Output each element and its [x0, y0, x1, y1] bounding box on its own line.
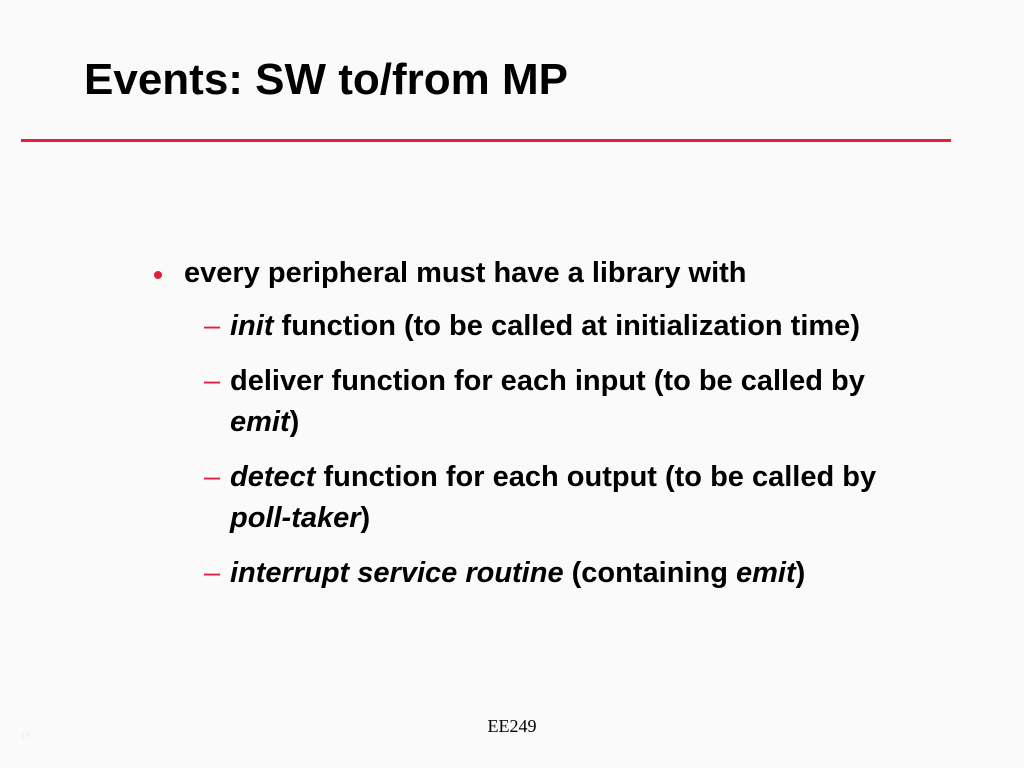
dash-icon: –: [204, 310, 221, 342]
sub-item-text-end: ): [289, 406, 300, 438]
sub-item-italic-term: emit: [230, 406, 290, 438]
sub-item-italic-term: emit: [735, 557, 796, 589]
sub-item-deliver: [204, 361, 890, 443]
sub-item-italic-term: poll-taker: [230, 502, 361, 534]
slide-content: [150, 253, 890, 608]
sub-item-text-end: ): [795, 557, 806, 589]
sub-item-detect: [204, 457, 890, 539]
bullet-text: every peripheral must have a library with: [184, 257, 747, 289]
slide-title: Events: SW to/from MP: [84, 55, 569, 104]
slide-number: 16: [20, 728, 32, 742]
sub-item-italic-term: interrupt service routine: [230, 557, 564, 589]
dash-icon: –: [204, 461, 221, 493]
bullet-dot-icon: [154, 271, 162, 279]
dash-icon: –: [204, 365, 221, 397]
sub-item-text: function (to be called at initialization time): [273, 310, 860, 342]
slide-footer: EE249: [487, 716, 537, 736]
sub-item-text: deliver function for each input (to be called by: [230, 365, 865, 397]
sub-item-italic-term: detect: [230, 461, 316, 493]
sub-item-init: [204, 306, 890, 347]
sub-item-text: function for each output (to be called by: [315, 461, 877, 493]
title-underline: [21, 139, 951, 142]
sub-item-italic-term: init: [230, 310, 274, 342]
sub-item-isr: [204, 553, 890, 594]
bullet-item: [150, 253, 890, 294]
sub-bullet-list: [150, 306, 890, 594]
sub-item-text: (containing: [563, 557, 736, 589]
sub-item-text-end: ): [360, 502, 371, 534]
dash-icon: –: [204, 557, 221, 589]
